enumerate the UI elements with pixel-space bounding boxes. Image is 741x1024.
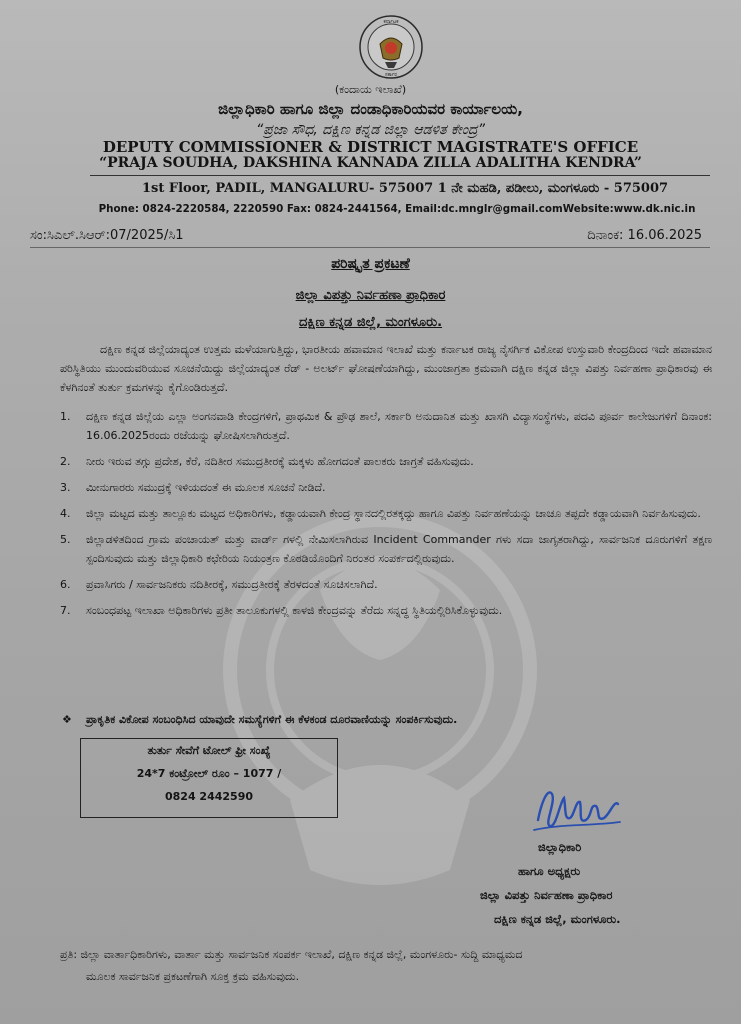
office-name-english: DEPUTY COMMISSIONER & DISTRICT MAGISTRATE'S OFFICE <box>102 138 639 156</box>
helpline-note-text: ಪ್ರಾಕೃತಿಕ ವಿಕೋಪ ಸಂಬಂಧಿಸಿದ ಯಾವುದೇ ಸಮಸ್ಯೆಗಳಿಗೆ ಈ ಕೆಳಕಂಡ ದೂರವಾಣಿಯನ್ನು ಸಂಪರ್ಕಿಸುವುದು. <box>86 713 458 726</box>
karnataka-emblem-icon <box>358 14 424 80</box>
office-address-english: “PRAJA SOUDHA, DAKSHINA KANNADA ZILLA ADALITHA KENDRA” <box>99 155 642 171</box>
reference-date: ದಿನಾಂಕ: 16.06.2025 <box>587 228 702 243</box>
header-divider <box>90 175 710 176</box>
list-item <box>60 478 712 497</box>
helpline-control-room: 24*7 ಕಂಟ್ರೋಲ್ ರೂಂ – 1077 / <box>136 767 282 780</box>
department-label: (ಕಂದಾಯ ಇಲಾಖೆ) <box>334 83 407 96</box>
authority-title: ಜಿಲ್ಲಾ ವಿಪತ್ತು ನಿರ್ವಹಣಾ ಪ್ರಾಧಿಕಾರ <box>295 288 446 303</box>
item-text: ನೀರು ಇರುವ ತಗ್ಗು ಪ್ರದೇಶ, ಕೆರೆ, ನದಿತೀರ ಸಮುದ್ರತೀರಕ್ಕೆ ಮಕ್ಕಳು ಹೋಗದಂತೆ ಪಾಲಕರು ಜಾಗ್ರತೆ ವಹಿಸುವುದು. <box>86 455 474 468</box>
item-number: 7. <box>60 604 71 617</box>
copy-to-line: ಮೂಲಕ ಸಾರ್ವಜನಿಕ ಪ್ರಕಟಣೆಗಾಗಿ ಸೂಕ್ತ ಕ್ರಮ ವಹಿಸುವುದು. <box>86 970 300 983</box>
reference-divider <box>30 247 710 248</box>
item-text: ಸಂಬಂಧಪಟ್ಟ ಇಲಾಖಾ ಅಧಿಕಾರಿಗಳು ಪ್ರತೀ ತಾಲೂಕುಗಳಲ್ಲಿ ಕಾಳಜಿ ಕೇಂದ್ರವನ್ನು ತೆರೆದು ಸನ್ನದ್ಧ ಸ್ಥಿತಿಯಲ್ಲಿರಿಸಿಕೊಳ್ಳುವುದು. <box>86 604 503 617</box>
signature-icon <box>530 780 625 838</box>
emblem-top-text: ಕರ್ನಾಟಕ <box>383 19 399 25</box>
item-number: 3. <box>60 481 71 494</box>
item-text: ಮೀನುಗಾರರು ಸಮುದ್ರಕ್ಕೆ ಇಳಿಯದಂತೆ ಈ ಮೂಲಕ ಸೂಚನೆ ನೀಡಿದೆ. <box>86 481 326 494</box>
signatory-role: ಹಾಗೂ ಅಧ್ಯಕ್ಷರು <box>518 864 581 878</box>
reference-number: ಸಂ:ಸಿಎಲ್.ಸಿಆರ್:07/2025/ಸಿ1 <box>30 228 184 243</box>
item-text: ಜಿಲ್ಲಾ ಮಟ್ಟದ ಮತ್ತು ತಾಲ್ಲೂಕು ಮಟ್ಟದ ಅಧಿಕಾರಿಗಳು, ಕಡ್ಡಾಯವಾಗಿ ಕೇಂದ್ರ ಸ್ಥಾನದಲ್ಲಿರತಕ್ಕದ್ದು ಹಾಗೂ ವಿಪತ್ತು ನಿರ್ವಹಣೆಯನ್ನು ಚಾಚೂ ತಪ್ಪದೇ ಕಡ್ಡಾಯವಾಗಿ ನಿರ್ವಹಿಸುವುದು. <box>86 507 701 520</box>
item-text: ಜಿಲ್ಲಾಡಳಿತದಿಂದ ಗ್ರಾಮ ಪಂಚಾಯತ್ ಮತ್ತು ವಾರ್ಡ್ ಗಳಲ್ಲಿ ನೇಮಿಸಲಾಗಿರುವ Incident Commander ಗಳು ಸದಾ ಜಾಗೃತರಾಗಿದ್ದು, ಸಾರ್ವಜನಿಕ ದೂರುಗಳಿಗೆ ತಕ್ಷಣ ಸ್ಪಂದಿಸುವುದು ಮತ್ತು ಜಿಲ್ಲಾಧಿಕಾರಿ ಕಛೇರಿಯ ನಿಯಂತ್ರಣ ಕೊಠಡಿಯೊಂದಿಗೆ ನಿರಂತರ ಸಂಪರ್ಕದಲ್ಲಿರುವುದು. <box>86 533 712 565</box>
helpline-note <box>62 713 712 727</box>
notice-title: ಪರಿಷ್ಕೃತ ಪ್ರಕಟಣೆ <box>331 256 410 272</box>
helpline-box <box>80 738 338 818</box>
office-address-kannada: “ಪ್ರಜಾ ಸೌಧ, ದಕ್ಷಿಣ ಕನ್ನಡ ಜಿಲ್ಲಾ ಆಡಳಿತ ಕೇಂದ್ರ” <box>256 122 485 138</box>
signatory-block <box>460 835 700 931</box>
item-number: 6. <box>60 578 71 591</box>
item-text: ಪ್ರವಾಸಿಗರು / ಸಾರ್ವಜನಿಕರು ನದಿತೀರಕ್ಕೆ, ಸಮುದ್ರತೀರಕ್ಕೆ ತೆರಳದಂತೆ ಸೂಚಿಸಲಾಗಿದೆ. <box>86 578 378 591</box>
floor-address: 1st Floor, PADIL, MANGALURU- 575007 1 ನೇ ಮಹಡಿ, ಪಡೀಲು, ಮಂಗಳೂರು - 575007 <box>141 181 669 196</box>
instructions-list <box>60 407 712 627</box>
contact-details: Phone: 0824-2220584, 2220590 Fax: 0824-2441564, Email:dc.mnglr@gmail.comWebsite:www.dk.nic.in <box>98 203 696 215</box>
diamond-bullet-icon: ❖ <box>62 713 72 726</box>
item-number: 4. <box>60 507 71 520</box>
copy-to-line: ಪ್ರತಿ: ಜಿಲ್ಲಾ ವಾರ್ತಾಧಿಕಾರಿಗಳು, ವಾರ್ತಾ ಮತ್ತು ಸಾರ್ವಜನಿಕ ಸಂಪರ್ಕ ಇಲಾಖೆ, ದಕ್ಷಿಣ ಕನ್ನಡ ಜಿಲ್ಲೆ, ಮಂಗಳೂರು- ಸುದ್ದಿ ಮಾಧ್ಯಮದ <box>60 948 523 961</box>
copy-to <box>60 944 712 988</box>
list-item <box>60 601 712 620</box>
list-item <box>60 575 712 594</box>
signatory-title: ಜಿಲ್ಲಾಧಿಕಾರಿ <box>538 840 582 854</box>
signatory-district: ದಕ್ಷಿಣ ಕನ್ನಡ ಜಿಲ್ಲೆ, ಮಂಗಳೂರು. <box>494 912 621 926</box>
emblem-bottom-text: ಸರ್ಕಾರ <box>385 72 397 78</box>
list-item <box>60 452 712 471</box>
item-text: ದಕ್ಷಿಣ ಕನ್ನಡ ಜಿಲ್ಲೆಯ ಎಲ್ಲಾ ಅಂಗನವಾಡಿ ಕೇಂದ್ರಗಳಿಗೆ, ಪ್ರಾಥಮಿಕ & ಪ್ರೌಢ ಶಾಲೆ, ಸರ್ಕಾರಿ ಅನುದಾನಿತ ಮತ್ತು ಖಾಸಗಿ ವಿದ್ಯಾಸಂಸ್ಥೆಗಳು, ಪದವಿ ಪೂರ್ವ ಕಾಲೇಜುಗಳಿಗೆ ದಿನಾಂಕ: 16.06.2025ರಂದು ರಜೆಯನ್ನು ಘೋಷಿಸಲಾಗಿರುತ್ತದೆ. <box>86 410 712 442</box>
office-name-kannada: ಜಿಲ್ಲಾಧಿಕಾರಿ ಹಾಗೂ ಜಿಲ್ಲಾ ದಂಡಾಧಿಕಾರಿಯವರ ಕಾರ್ಯಾಲಯ, <box>218 100 523 118</box>
list-item <box>60 530 712 568</box>
item-number: 1. <box>60 410 71 423</box>
intro-paragraph: ದಕ್ಷಿಣ ಕನ್ನಡ ಜಿಲ್ಲೆಯಾದ್ಯಂತ ಉತ್ತಮ ಮಳೆಯಾಗುತ್ತಿದ್ದು, ಭಾರತೀಯ ಹವಾಮಾನ ಇಲಾಖೆ ಮತ್ತು ಕರ್ನಾಟಕ ರಾಜ್ಯ ನೈಸರ್ಗಿಕ ವಿಕೋಪ ಉಸ್ತುವಾರಿ ಕೇಂದ್ರದಿಂದ ಇದೇ ಹವಾಮಾನ ಪರಿಸ್ಥಿತಿಯು ಮುಂದುವರಿಯುವ ಸೂಚನೆಯಿದ್ದು ಜಿಲ್ಲೆಯಾದ್ಯಂತ ರೆಡ್ - ಅಲರ್ಟ್ ಘೋಷಣೆಯಾಗಿದ್ದು, ಮುಂಜಾಗ್ರತಾ ಕ್ರಮವಾಗಿ ದಕ್ಷಿಣ ಕನ್ನಡ ಜಿಲ್ಲಾ ವಿಪತ್ತು ನಿರ್ವಹಣಾ ಪ್ರಾಧಿಕಾರವು ಈ ಕೆಳಗಿನಂತೆ ತುರ್ತು ಕ್ರಮಗಳನ್ನು ಕೈಗೊಂಡಿರುತ್ತದೆ. <box>60 343 712 394</box>
signatory-authority: ಜಿಲ್ಲಾ ವಿಪತ್ತು ನಿರ್ವಹಣಾ ಪ್ರಾಧಿಕಾರ <box>480 888 613 902</box>
district-title: ದಕ್ಷಿಣ ಕನ್ನಡ ಜಿಲ್ಲೆ, ಮಂಗಳೂರು. <box>298 315 443 330</box>
list-item <box>60 504 712 523</box>
list-item <box>60 407 712 445</box>
item-number: 2. <box>60 455 71 468</box>
helpline-phone: 0824 2442590 <box>164 790 254 803</box>
item-number: 5. <box>60 533 71 546</box>
helpline-title: ತುರ್ತು ಸೇವೆಗೆ ಟೋಲ್ ಫ್ರೀ ಸಂಖ್ಯೆ <box>147 744 271 757</box>
